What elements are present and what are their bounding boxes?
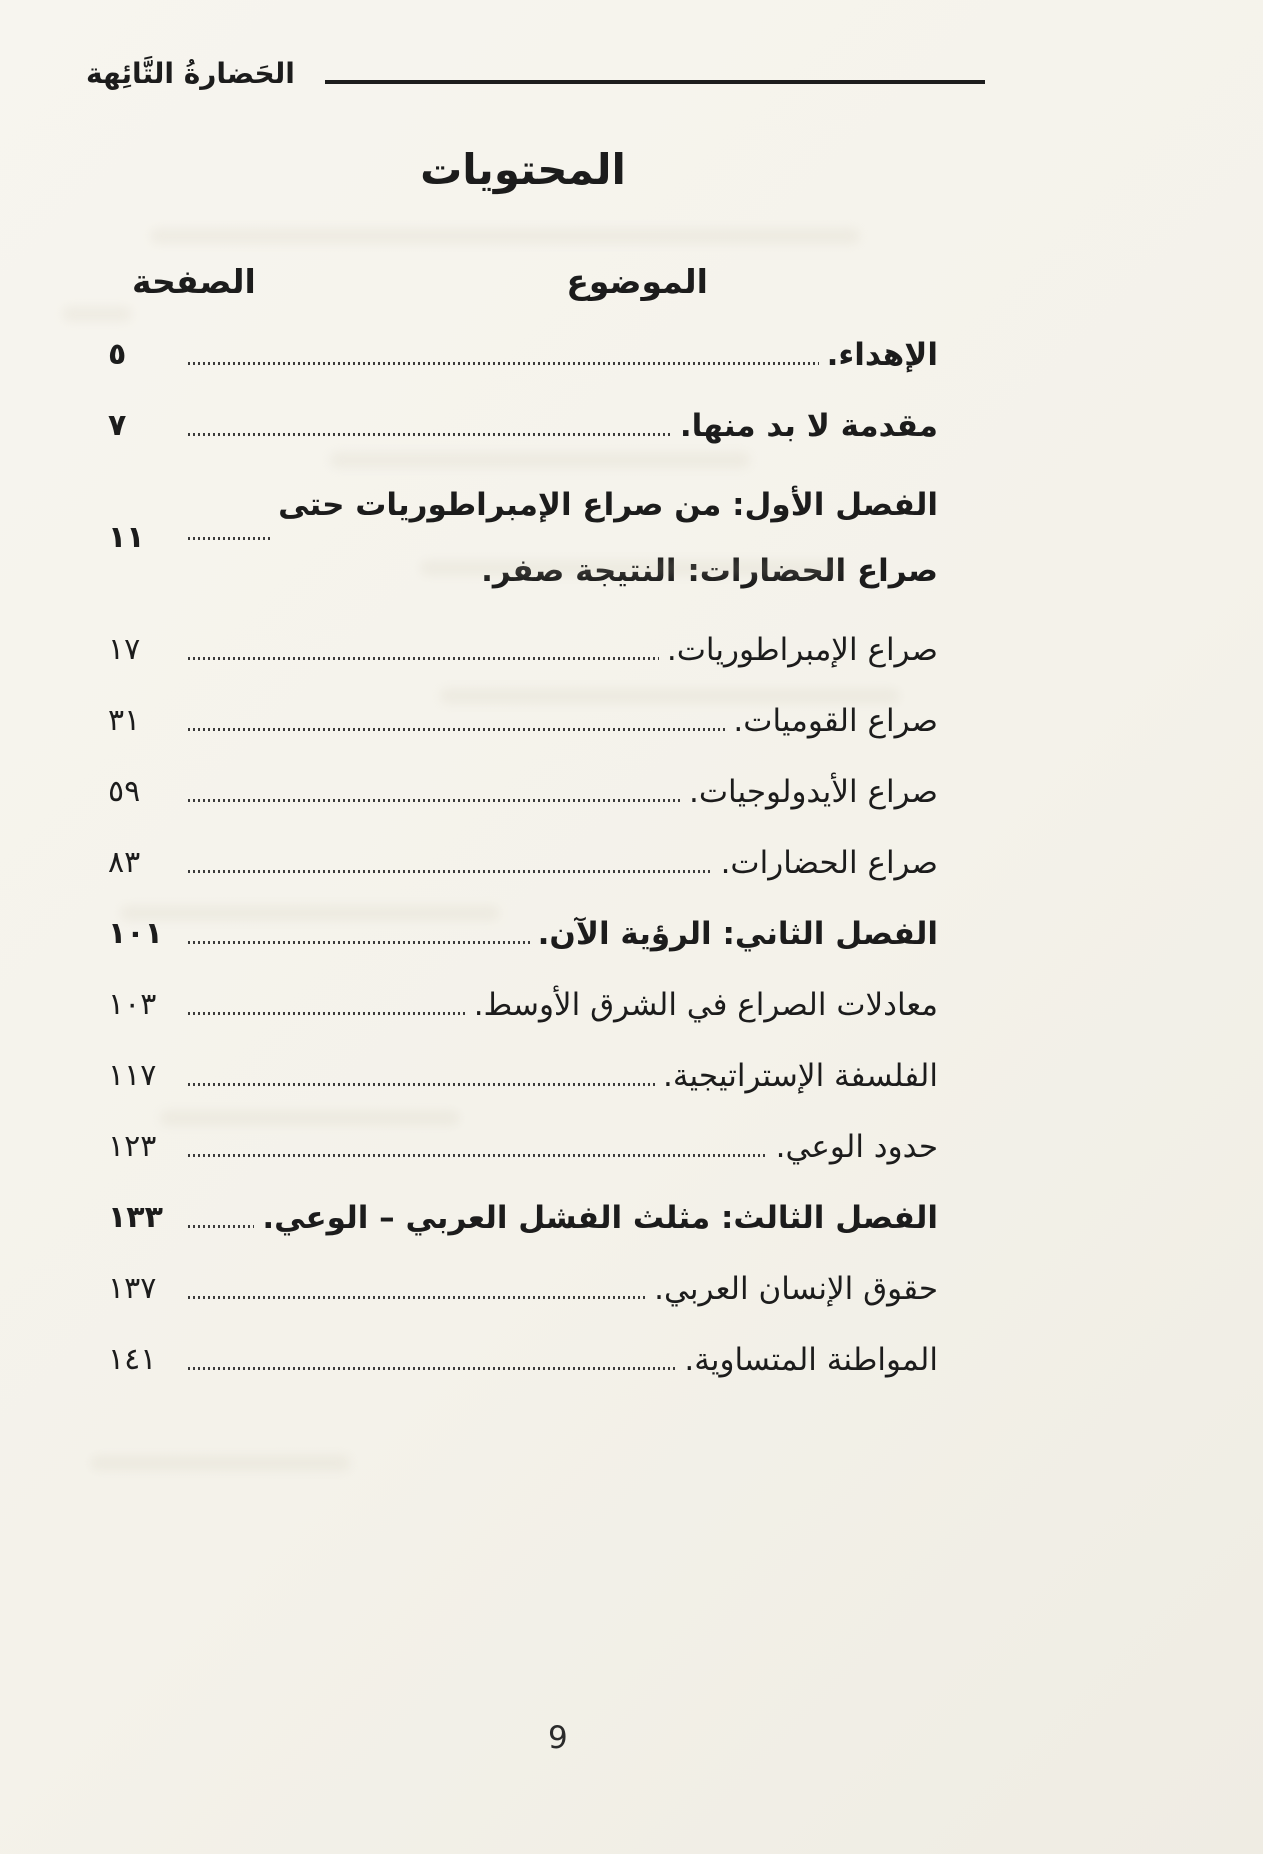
toc-entry-title: صراع القوميات. — [733, 703, 938, 740]
leader-line — [188, 1083, 655, 1086]
toc-entry-title: معادلات الصراع في الشرق الأوسط. — [473, 987, 938, 1024]
toc-entry-title: صراع الأيدولوجيات. — [688, 774, 938, 811]
toc-entry-title: صراع الإمبراطوريات. — [666, 632, 938, 669]
toc-entry-title: الفصل الأول: من صراع الإمبراطوريات حتى صراع الحضارات: النتيجة صفر. — [278, 487, 938, 590]
toc-entry — [108, 1122, 938, 1172]
toc-entry-page: ٨٣ — [108, 845, 141, 881]
leader-line — [188, 433, 672, 436]
toc-list — [108, 330, 938, 1385]
column-header-subject: الموضوع — [566, 262, 708, 302]
leader-line — [188, 870, 713, 873]
toc-content — [108, 145, 938, 1385]
toc-entry — [108, 1335, 938, 1385]
toc-entry — [108, 330, 938, 380]
toc-entry — [108, 838, 938, 888]
leader-line — [188, 1296, 646, 1299]
toc-entry — [108, 767, 938, 817]
toc-entry-page: ٥ — [108, 337, 127, 373]
leader-line — [188, 799, 681, 802]
toc-entry-title: الإهداء. — [826, 337, 938, 374]
toc-entry-title: المواطنة المتساوية. — [684, 1342, 938, 1379]
leader-line — [188, 537, 270, 540]
toc-entry — [108, 625, 938, 675]
running-header — [0, 0, 1263, 93]
leader-line — [188, 1367, 676, 1370]
leader-line — [188, 362, 819, 365]
toc-entry-page: ١٠٣ — [108, 987, 157, 1023]
column-header-page: الصفحة — [132, 262, 256, 302]
toc-entry-page: ٧ — [108, 408, 127, 444]
toc-entry-page: ١٣٣ — [108, 1200, 163, 1236]
toc-entry-page: ١١ — [108, 520, 145, 556]
leader-line — [188, 1012, 466, 1015]
toc-entry-title: حدود الوعي. — [775, 1129, 938, 1166]
bleed-through-artifact — [90, 1455, 350, 1471]
toc-entry-title: الفلسفة الإستراتيجية. — [663, 1058, 938, 1095]
leader-line — [188, 1225, 254, 1228]
toc-entry — [108, 980, 938, 1030]
toc-entry-title: حقوق الإنسان العربي. — [654, 1271, 938, 1308]
leader-line — [188, 657, 659, 660]
page-number: 9 — [548, 1720, 569, 1756]
toc-entry — [108, 1051, 938, 1101]
header-rule — [325, 80, 985, 84]
contents-title: المحتويات — [420, 145, 626, 195]
toc-entry-title: صراع الحضارات. — [720, 845, 938, 882]
book-title: الحَضارةُ التَّائِهة — [86, 57, 295, 90]
toc-entry-page: ١٧ — [108, 632, 141, 668]
toc-entry-page: ١٢٣ — [108, 1129, 157, 1165]
toc-entry-page: ١٣٧ — [108, 1271, 157, 1307]
toc-entry — [108, 472, 938, 604]
toc-entry — [108, 1264, 938, 1314]
toc-entry — [108, 1193, 938, 1243]
toc-entry-page: ١١٧ — [108, 1058, 157, 1094]
leader-line — [188, 728, 725, 731]
toc-entry-title: مقدمة لا بد منها. — [679, 408, 938, 445]
toc-entry — [108, 401, 938, 451]
toc-entry-page: ١٠١ — [108, 916, 163, 952]
toc-entry — [108, 696, 938, 746]
toc-entry-page: ٣١ — [108, 703, 141, 739]
toc-entry-page: ١٤١ — [108, 1342, 157, 1378]
toc-entry-title: الفصل الثاني: الرؤية الآن. — [537, 916, 938, 953]
toc-entry — [108, 909, 938, 959]
leader-line — [188, 941, 530, 944]
toc-entry-page: ٥٩ — [108, 774, 141, 810]
column-headers — [108, 258, 938, 306]
leader-line — [188, 1154, 768, 1157]
toc-entry-title: الفصل الثالث: مثلث الفشل العربي – الوعي. — [262, 1200, 938, 1237]
